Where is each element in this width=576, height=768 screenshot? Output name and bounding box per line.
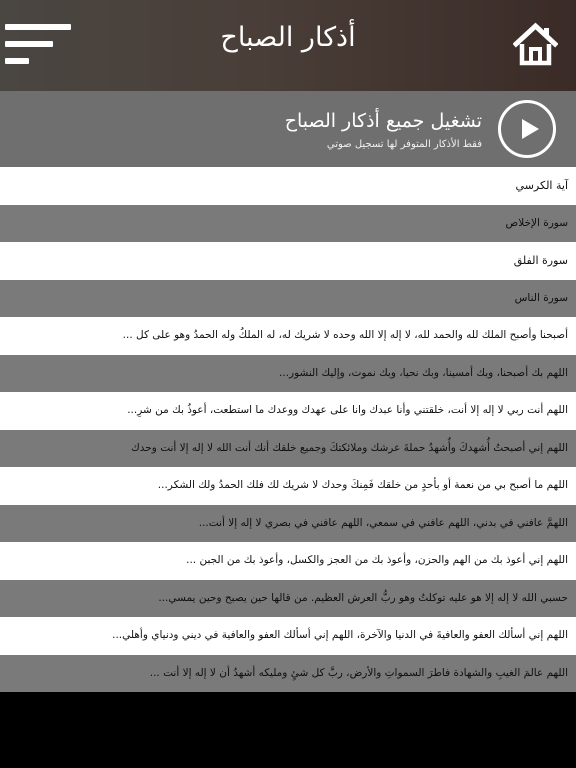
list-item[interactable]: سورة الفلق (0, 242, 576, 280)
list-item[interactable]: اللهم إني أسألك العفو والعافيةَ في الدنيا والآخرة، اللهم إني أسألك العفو والعافية في ديني ودنياي وأهلي... (0, 617, 576, 655)
bottom-bar (0, 695, 576, 768)
list-item[interactable]: اللهم إني أصبحتُ أُشهدكَ وأُشهدُ حملةَ عرشك وملائكتكَ وجميع خلقك أنك أنت الله لا إله إلا أنت وحدك (0, 430, 576, 468)
play-icon (522, 119, 539, 139)
list-item[interactable]: آية الكرسي (0, 167, 576, 205)
home-button[interactable] (513, 22, 558, 66)
list-item[interactable]: اللهمَّ عافني في بدني، اللهم عافني في سمعي، اللهم عافني في بصري لا إله إلا أنت... (0, 505, 576, 543)
list-item[interactable]: حسبي الله لا إله إلا هو عليه توكلتُ وهو ربُّ العرش العظيم. من قالها حين يصبح وحين يمسي... (0, 580, 576, 618)
play-all-subtitle: فقط الأذكار المتوفر لها تسجيل صوتي (326, 139, 482, 150)
list-item[interactable]: سورة الإخلاص (0, 205, 576, 243)
list-item[interactable]: اللهم ما أصبح بي من نعمة أو بأحدٍ من خلقك فَمِنكَ وحدك لا شريك لك فلك الحمدُ ولك الشكر... (0, 467, 576, 505)
play-all-title: تشغيل جميع أذكار الصباح (284, 110, 482, 132)
list-item[interactable]: اللهم بك أصبحنا، وبك أمسينا، وبك نحيا، وبك نموت، وإليك النشور... (0, 355, 576, 393)
list-item[interactable]: أصبحنا وأصبح الملك لله والحمد لله، لا إله إلا الله وحده لا شريك له، له الملكُ وله الحمدُ وهو على كل ... (0, 317, 576, 355)
list-item[interactable]: اللهم أنت ربي لا إله إلا أنت، خلقتني وأنا عبدك وانا على عهدك ووعدك ما استطعت، أعوذُ بك من شرِ... (0, 392, 576, 430)
app-header (0, 0, 576, 91)
home-icon (513, 22, 558, 66)
list-item[interactable]: سورة الناس (0, 280, 576, 318)
page-title: أذكار الصباح (220, 22, 356, 53)
play-all-row[interactable] (0, 91, 576, 167)
play-all-button[interactable] (498, 100, 556, 158)
azkar-list (0, 167, 576, 692)
list-item[interactable]: اللهم إني أعوذ بك من الهم والحزن، وأعوذ بك من العجز والكسل، وأعوذ بك من الجبن ... (0, 542, 576, 580)
list-item[interactable]: اللهم عالمَ الغيبِ والشهادة فاطرَ السمواتِ والأرض، ربَّ كل شئٍ ومليكه أشهدُ أن لا إله إلا أنت ... (0, 655, 576, 693)
